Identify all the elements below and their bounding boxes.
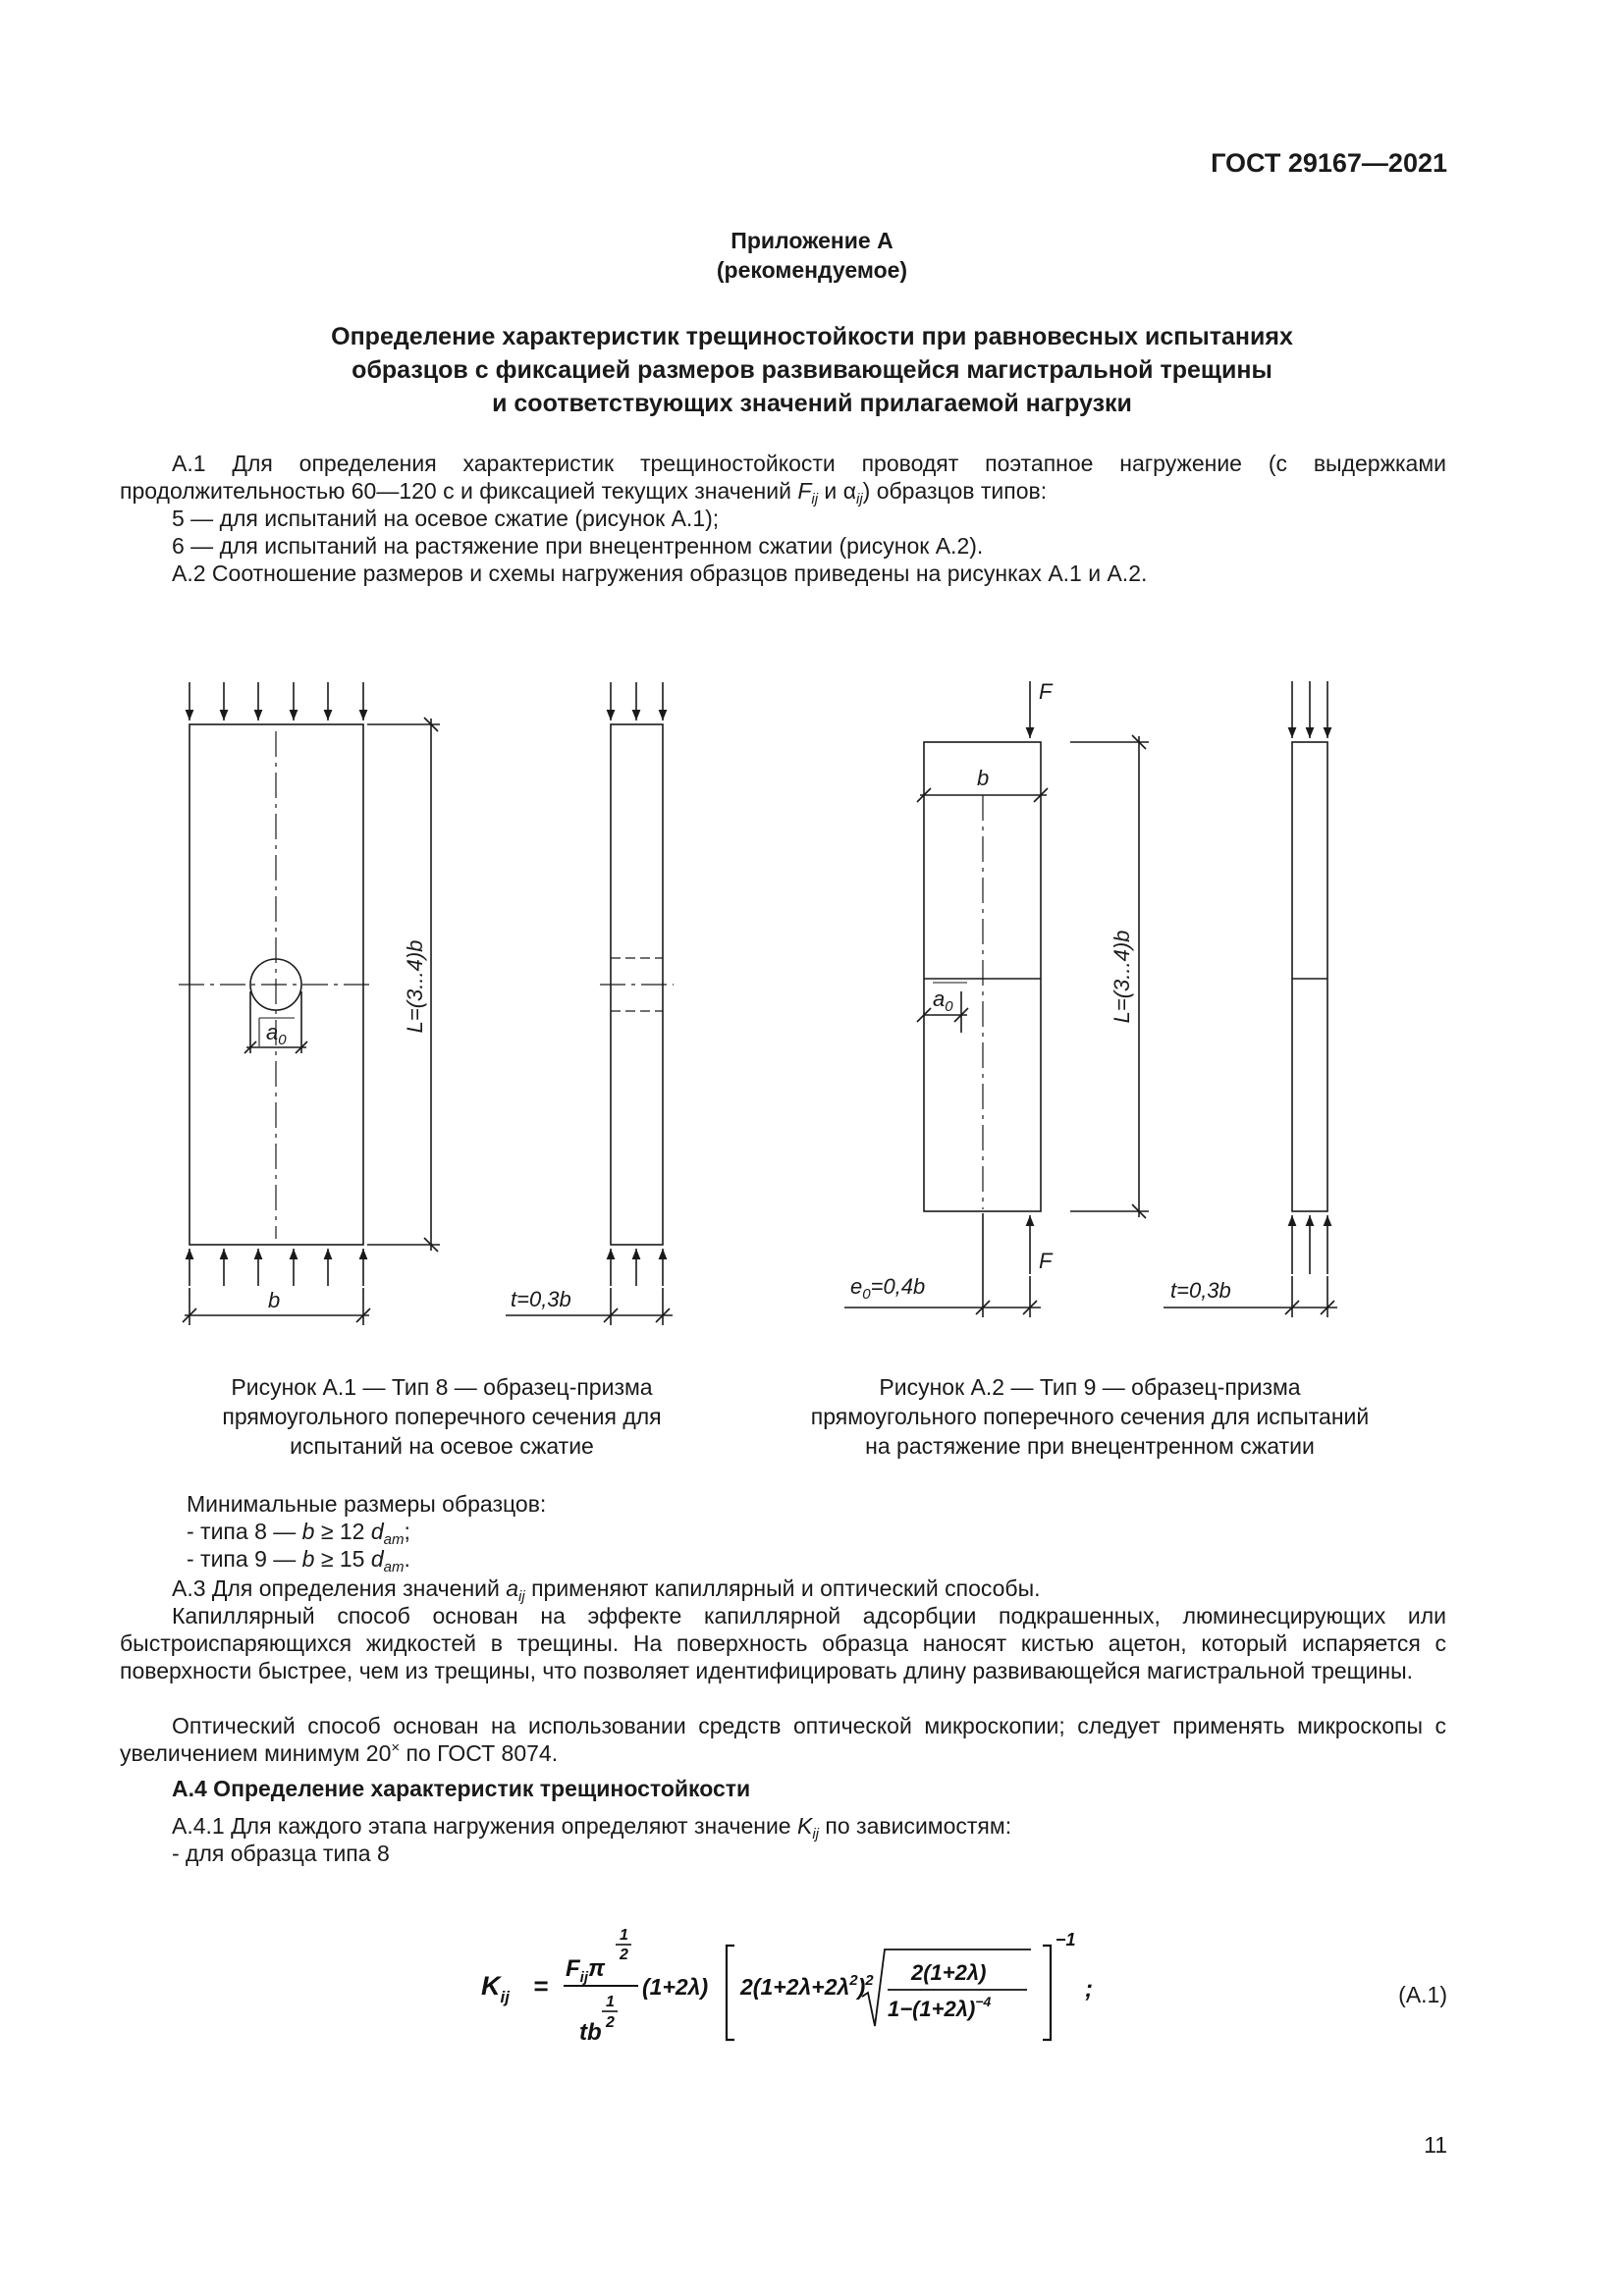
appendix-heading-line: и соответствующих значений прилагаемой нагрузки xyxy=(492,390,1132,417)
formula-exp-num: 1 xyxy=(620,1927,628,1944)
min-size-type8: - типа 8 — b ≥ 12 $d_{am}$; xyxy=(187,1519,410,1548)
formula-outer-exp: −1 xyxy=(1056,1930,1076,1949)
label-e0: $e_0=0,4b$ xyxy=(850,1274,926,1303)
top-load-arrows xyxy=(189,682,363,721)
paragraph-capillary-method: Капиллярный способ основан на эффекте капиллярной адсорбции подкрашенных, люминесцирующих или быстроиспаряющихся жидкостей в трещины. На поверхность образца наносят кистью ацетон, который испаряется с поверхности быстрее, чем из трещины, что позволяет идентифицировать длину развивающейся магистральной трещины. xyxy=(120,1603,1446,1683)
formula-lhs: $K_{ij}$ xyxy=(481,1971,510,2006)
formula-semicolon: ; xyxy=(1085,1976,1093,2002)
formula-exp-den: 2 xyxy=(620,1947,628,1963)
min-sizes-title: Минимальные размеры образцов: xyxy=(187,1491,547,1517)
section-a4-heading: А.4 Определение характеристик трещиностойкости xyxy=(172,1776,751,1801)
formula-equals: = xyxy=(533,1971,549,2001)
label-a0: $a_0$ xyxy=(933,987,953,1015)
paragraph-a4-type8: - для образца типа 8 xyxy=(172,1841,390,1866)
label-length: L=(3...4)b xyxy=(1110,930,1134,1024)
formula-a1 xyxy=(481,1914,1110,2061)
list-item-type5: 5 — для испытаний на осевое сжатие (рисунок А.1); xyxy=(172,506,720,531)
formula-numerator: $F_{ij}\pi$ xyxy=(566,1955,606,1986)
figure-a1-caption: Рисунок А.1 — Тип 8 — образец-призма прямоугольного поперечного сечения для испытаний на осевое сжатие xyxy=(222,1374,662,1459)
label-t: t=0,3b xyxy=(511,1287,571,1311)
min-size-type9: - типа 9 — b ≥ 15 $d_{am}$. xyxy=(187,1546,410,1575)
label-force-bottom: F xyxy=(1039,1249,1053,1273)
document-number: ГОСТ 29167—2021 xyxy=(1211,148,1447,178)
label-t: t=0,3b xyxy=(1170,1278,1231,1303)
appendix-title: Приложение А xyxy=(731,228,893,253)
figure-a2-caption: Рисунок А.2 — Тип 9 — образец-призма прямоугольного поперечного сечения для испытаний на растяжение при внецентренном сжатии xyxy=(810,1374,1370,1459)
appendix-heading-line: образцов с фиксацией размеров развивающейся магистральной трещины xyxy=(352,356,1272,384)
paragraph-a2: А.2 Соотношение размеров и схемы нагружения образцов приведены на рисунках А.1 и А.2. xyxy=(172,561,1148,586)
appendix-heading-line: Определение характеристик трещиностойкости при равновесных испытаниях xyxy=(331,323,1293,350)
formula-exp-num: 1 xyxy=(606,1994,615,2010)
paragraph-a3: А.3 Для определения значений $a_{ij}$ применяют капиллярный и оптический способы. xyxy=(172,1575,1041,1605)
formula-sqrt-denominator: $1-(1+2\lambda)^{-4}$ xyxy=(888,1994,992,2021)
bottom-load-arrows xyxy=(189,1249,363,1286)
formula-exp-den: 2 xyxy=(606,2014,615,2031)
formula-factor: (1+2λ) xyxy=(642,1974,709,2000)
formula-denominator: tb xyxy=(579,2019,602,2046)
list-item-type6: 6 — для испытаний на растяжение при внецентренном сжатии (рисунок А.2). xyxy=(172,533,984,559)
figure-a2-front-view xyxy=(844,681,1149,1317)
formula-number: (А.1) xyxy=(1398,1982,1447,2007)
paragraph-a4-1: А.4.1 Для каждого этапа нагружения определяют значение $K_{ij}$ по зависимостям: xyxy=(172,1813,1012,1842)
label-b: b xyxy=(977,766,990,790)
page-number: 11 xyxy=(1424,2132,1447,2158)
appendix-status: (рекомендуемое) xyxy=(716,257,908,283)
figure-a2-side-view xyxy=(1164,681,1337,1317)
formula-bracket-term: $2(1+2\lambda+2\lambda^2)^2$ xyxy=(740,1972,874,2000)
paragraph-a1: А.1 Для определения характеристик трещиностойкости проводят поэтапное нагружение (с выдержками продолжительностью 60—120 с и фиксацией текущих значений $F_{ij}$ и $\alpha_{ij}$) образцов типов: xyxy=(120,451,1446,507)
label-length: L=(3...4)b xyxy=(403,939,427,1034)
formula-sqrt-numerator: 2(1+2λ) xyxy=(911,1960,987,1985)
label-force-top: F xyxy=(1039,679,1053,704)
label-b: b xyxy=(268,1288,281,1312)
paragraph-optical-method: Оптический способ основан на использовании средств оптической микроскопии; следует применять микроскопы с увеличением минимум 20× по ГОСТ 8074. xyxy=(120,1713,1446,1766)
figure-a1-front-view xyxy=(179,682,440,1325)
figure-a1-side-view xyxy=(506,682,674,1325)
label-a0: $a_0$ xyxy=(266,1020,287,1048)
